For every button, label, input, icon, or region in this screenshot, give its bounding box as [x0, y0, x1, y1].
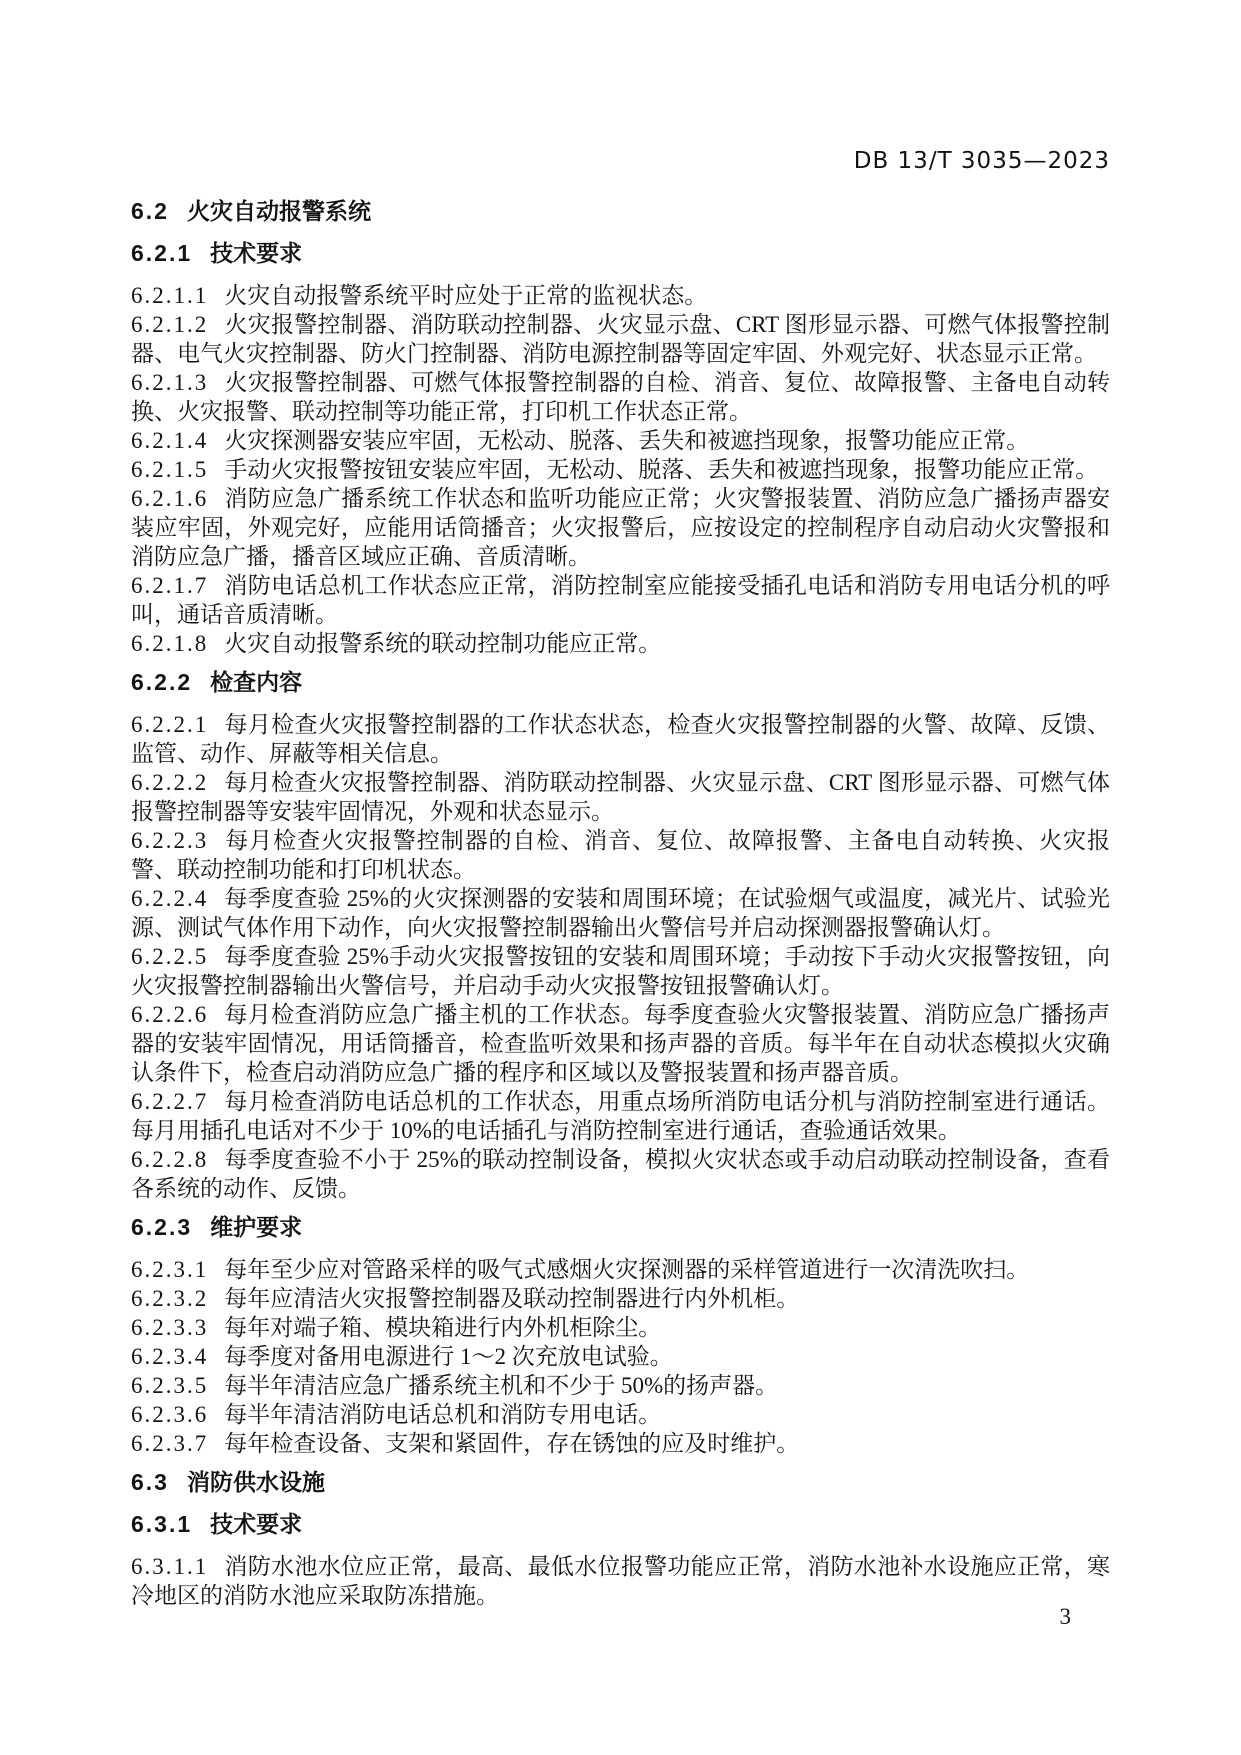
clause-6-2-1-8 [131, 629, 1110, 658]
clause-number: 6.2.2.8 [131, 1147, 209, 1172]
section-heading-6-3 [131, 1468, 1110, 1497]
clause-text: 每半年清洁应急广播系统主机和不少于 50%的扬声器。 [224, 1373, 779, 1398]
clause-number: 6.2.1.4 [131, 428, 209, 453]
clause-6-2-3-3 [131, 1313, 1110, 1342]
section-title: 火灾自动报警系统 [186, 198, 371, 224]
subsection-heading-6-2-2 [131, 668, 1110, 697]
clause-number: 6.2.3.7 [131, 1431, 209, 1456]
subsection-title: 技术要求 [210, 240, 303, 266]
clause-number: 6.2.1.3 [131, 370, 209, 395]
subsection-title: 检查内容 [210, 669, 303, 695]
clause-number: 6.2.2.4 [131, 886, 209, 911]
doc-code-header: DB 13/T 3035—2023 [853, 148, 1110, 174]
clause-6-2-3-1 [131, 1255, 1110, 1284]
clause-6-2-2-5 [131, 942, 1110, 1000]
subsection-heading-6-2-3 [131, 1213, 1110, 1242]
clause-6-2-2-4 [131, 884, 1110, 942]
clause-text: 每年应清洁火灾报警控制器及联动控制器进行内外机柜。 [224, 1286, 800, 1311]
clause-number: 6.2.2.1 [131, 712, 209, 737]
clause-number: 6.2.1.1 [131, 283, 209, 308]
clause-6-2-3-7 [131, 1429, 1110, 1458]
clause-number: 6.2.3.3 [131, 1315, 209, 1340]
clause-text: 消防电话总机工作状态应正常，消防控制室应能接受插孔电话和消防专用电话分机的呼叫，通话音质清晰。 [131, 573, 1110, 627]
clause-text: 每月检查消防应急广播主机的工作状态。每季度查验火灾警报装置、消防应急广播扬声器的安装牢固情况，用话筒播音，检查监听效果和扬声器的音质。每半年在自动状态模拟火灾确认条件下，检查启动消防应急广播的程序和区域以及警报装置和扬声器音质。 [131, 1002, 1110, 1085]
clause-6-2-1-6 [131, 484, 1110, 571]
subsection-title: 技术要求 [210, 1511, 303, 1537]
clause-number: 6.2.1.2 [131, 312, 209, 337]
clause-6-2-2-6 [131, 1000, 1110, 1087]
subsection-number: 6.3.1 [131, 1511, 193, 1537]
subsection-number: 6.2.2 [131, 669, 193, 695]
clause-6-2-2-3 [131, 826, 1110, 884]
clause-6-2-1-5 [131, 455, 1110, 484]
clause-text: 每年检查设备、支架和紧固件，存在锈蚀的应及时维护。 [224, 1431, 800, 1456]
clause-number: 6.2.1.6 [131, 486, 209, 511]
clause-text: 消防水池水位应正常，最高、最低水位报警功能应正常，消防水池补水设施应正常，寒冷地区的消防水池应采取防冻措施。 [131, 1554, 1110, 1608]
clause-text: 火灾探测器安装应牢固，无松动、脱落、丢失和被遮挡现象，报警功能应正常。 [224, 428, 1030, 453]
clause-text: 每季度查验 25%手动火灾报警按钮的安装和周围环境；手动按下手动火灾报警按钮，向火灾报警控制器输出火警信号，并启动手动火灾报警按钮报警确认灯。 [131, 944, 1110, 998]
clause-text: 火灾报警控制器、消防联动控制器、火灾显示盘、CRT 图形显示器、可燃气体报警控制器、电气火灾控制器、防火门控制器、消防电源控制器等固定牢固、外观完好、状态显示正常。 [131, 312, 1110, 366]
clause-6-3-1-1 [131, 1552, 1110, 1610]
clause-text: 火灾报警控制器、可燃气体报警控制器的自检、消音、复位、故障报警、主备电自动转换、火灾报警、联动控制等功能正常，打印机工作状态正常。 [131, 370, 1110, 424]
clause-text: 每月检查消防电话总机的工作状态，用重点场所消防电话分机与消防控制室进行通话。每月用插孔电话对不少于 10%的电话插孔与消防控制室进行通话，查验通话效果。 [131, 1089, 1110, 1143]
clause-text: 消防应急广播系统工作状态和监听功能应正常；火灾警报装置、消防应急广播扬声器安装应牢固，外观完好，应能用话筒播音；火灾报警后，应按设定的控制程序自动启动火灾警报和消防应急广播，播音区域应正确、音质清晰。 [131, 486, 1110, 569]
clause-number: 6.2.2.6 [131, 1002, 209, 1027]
subsection-number: 6.2.1 [131, 240, 193, 266]
clause-text: 每半年清洁消防电话总机和消防专用电话。 [224, 1402, 662, 1427]
clause-text: 火灾自动报警系统的联动控制功能应正常。 [224, 631, 662, 656]
clause-text: 每年至少应对管路采样的吸气式感烟火灾探测器的采样管道进行一次清洗吹扫。 [224, 1257, 1030, 1282]
clause-text: 每年对端子箱、模块箱进行内外机柜除尘。 [224, 1315, 662, 1340]
clause-text: 每季度查验不小于 25%的联动控制设备，模拟火灾状态或手动启动联动控制设备，查看各系统的动作、反馈。 [131, 1147, 1110, 1201]
clause-number: 6.2.3.5 [131, 1373, 209, 1398]
clause-number: 6.2.3.6 [131, 1402, 209, 1427]
clause-number: 6.2.2.2 [131, 770, 209, 795]
section-title: 消防供水设施 [186, 1469, 325, 1495]
clause-number: 6.2.2.3 [131, 828, 209, 853]
clause-6-2-2-1 [131, 710, 1110, 768]
section-heading-6-2 [131, 197, 1110, 226]
clause-number: 6.2.1.5 [131, 457, 209, 482]
clause-text: 每月检查火灾报警控制器、消防联动控制器、火灾显示盘、CRT 图形显示器、可燃气体报警控制器等安装牢固情况，外观和状态显示。 [131, 770, 1110, 824]
clause-text: 每季度查验 25%的火灾探测器的安装和周围环境；在试验烟气或温度，减光片、试验光源、测试气体作用下动作，向火灾报警控制器输出火警信号并启动探测器报警确认灯。 [131, 886, 1110, 940]
clause-6-2-1-1 [131, 281, 1110, 310]
clause-6-2-1-3 [131, 368, 1110, 426]
clause-6-2-3-5 [131, 1371, 1110, 1400]
section-number: 6.2 [131, 198, 169, 224]
clause-number: 6.3.1.1 [131, 1554, 209, 1579]
clause-6-2-1-7 [131, 571, 1110, 629]
subsection-number: 6.2.3 [131, 1214, 193, 1240]
clause-text: 每季度对备用电源进行 1～2 次充放电试验。 [224, 1344, 673, 1369]
clause-number: 6.2.1.7 [131, 573, 209, 598]
clause-6-2-2-2 [131, 768, 1110, 826]
clause-6-2-3-2 [131, 1284, 1110, 1313]
clause-number: 6.2.3.2 [131, 1286, 209, 1311]
clause-number: 6.2.3.4 [131, 1344, 209, 1369]
clause-text: 每月检查火灾报警控制器的工作状态状态，检查火灾报警控制器的火警、故障、反馈、监管、动作、屏蔽等相关信息。 [131, 712, 1110, 766]
clause-6-2-1-4 [131, 426, 1110, 455]
clause-number: 6.2.2.7 [131, 1089, 209, 1114]
clause-text: 手动火灾报警按钮安装应牢固，无松动、脱落、丢失和被遮挡现象，报警功能应正常。 [224, 457, 1099, 482]
clause-6-2-1-2 [131, 310, 1110, 368]
clause-6-2-2-7 [131, 1087, 1110, 1145]
clause-text: 火灾自动报警系统平时应处于正常的监视状态。 [224, 283, 708, 308]
subsection-heading-6-2-1 [131, 239, 1110, 268]
subsection-title: 维护要求 [210, 1214, 303, 1240]
clause-6-2-3-6 [131, 1400, 1110, 1429]
clause-number: 6.2.1.8 [131, 631, 209, 656]
page-number: 3 [1059, 1604, 1071, 1629]
subsection-heading-6-3-1 [131, 1510, 1110, 1539]
clause-number: 6.2.2.5 [131, 944, 209, 969]
clause-text: 每月检查火灾报警控制器的自检、消音、复位、故障报警、主备电自动转换、火灾报警、联动控制功能和打印机状态。 [131, 828, 1110, 882]
clause-number: 6.2.3.1 [131, 1257, 209, 1282]
clause-6-2-3-4 [131, 1342, 1110, 1371]
section-number: 6.3 [131, 1469, 169, 1495]
clause-6-2-2-8 [131, 1145, 1110, 1203]
